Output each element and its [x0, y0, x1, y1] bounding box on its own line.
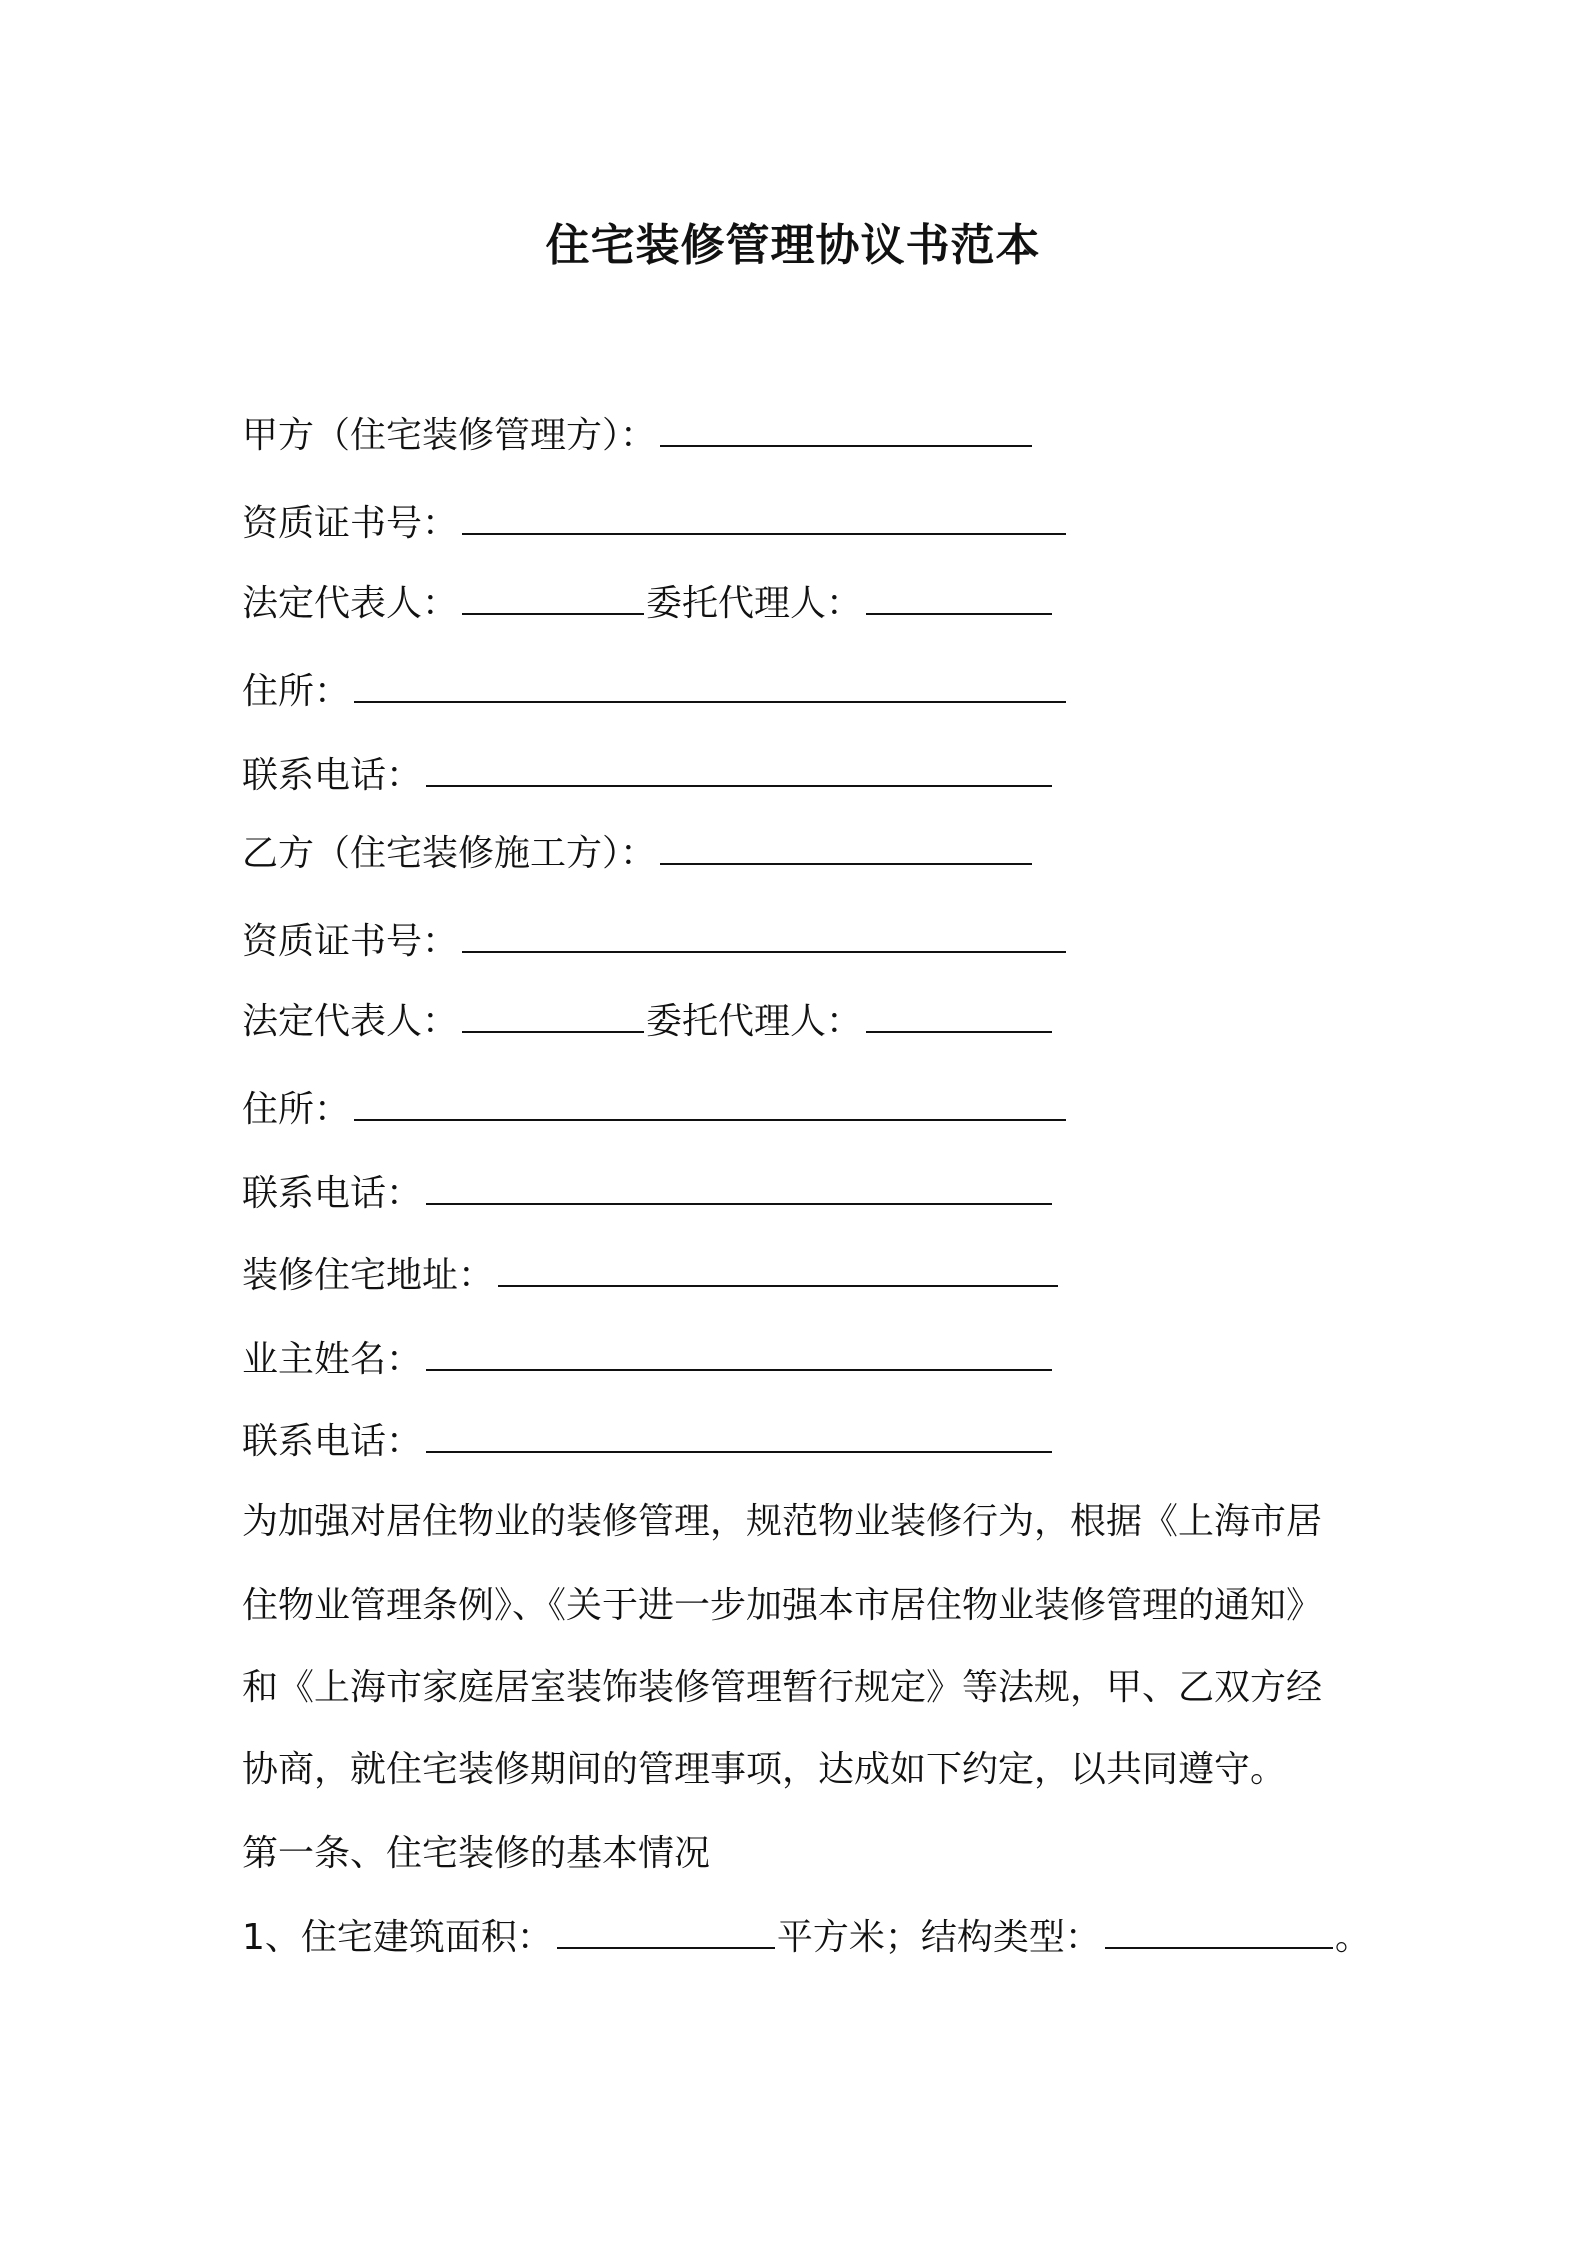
party-a-header-row — [242, 412, 1034, 460]
property-address-label: 装修住宅地址： — [242, 1255, 495, 1296]
party-b-name-blank[interactable] — [660, 833, 1032, 865]
party-a-address-row — [242, 668, 1068, 716]
party-a-phone-row — [242, 752, 1054, 800]
party-a-cert-row — [242, 500, 1068, 548]
owner-name-row — [242, 1336, 1054, 1384]
party-b-phone-blank[interactable] — [426, 1173, 1052, 1205]
property-address-row — [242, 1252, 1060, 1300]
article-1-item-1-row — [242, 1914, 1371, 1962]
party-b-agent-blank[interactable] — [866, 1001, 1052, 1033]
party-a-phone-label: 联系电话： — [242, 755, 423, 796]
party-a-rep-row — [242, 580, 1054, 628]
party-b-phone-row — [242, 1170, 1054, 1218]
party-b-agent-label: 委托代理人： — [646, 1001, 863, 1042]
party-b-address-label: 住所： — [242, 1089, 351, 1130]
party-a-cert-blank[interactable] — [462, 503, 1066, 535]
structure-type-blank[interactable] — [1105, 1917, 1333, 1949]
party-b-header-row — [242, 830, 1034, 878]
party-a-address-label: 住所： — [242, 671, 351, 712]
structure-type-label: 平方米；结构类型： — [776, 1917, 1101, 1958]
party-a-legal-rep-label: 法定代表人： — [242, 583, 459, 624]
party-b-legal-rep-label: 法定代表人： — [242, 1001, 459, 1042]
party-b-address-blank[interactable] — [354, 1089, 1066, 1121]
party-b-legal-rep-blank[interactable] — [462, 1001, 644, 1033]
party-a-name-blank[interactable] — [660, 415, 1032, 447]
party-b-cert-row — [242, 918, 1068, 966]
party-a-address-blank[interactable] — [354, 671, 1066, 703]
article-1-heading: 第一条、住宅装修的基本情况 — [242, 1833, 711, 1874]
party-a-phone-blank[interactable] — [426, 755, 1052, 787]
preamble-line-4: 协商，就住宅装修期间的管理事项，达成如下约定，以共同遵守。 — [242, 1749, 1287, 1790]
party-b-phone-label: 联系电话： — [242, 1173, 423, 1214]
owner-phone-label: 联系电话： — [242, 1421, 423, 1462]
party-a-agent-blank[interactable] — [866, 583, 1052, 615]
party-a-cert-label: 资质证书号： — [242, 503, 459, 544]
owner-name-blank[interactable] — [426, 1339, 1052, 1371]
party-b-rep-row — [242, 998, 1054, 1046]
owner-phone-row — [242, 1418, 1054, 1466]
party-a-header-label: 甲方（住宅装修管理方）： — [242, 415, 657, 456]
preamble-line-1: 为加强对居住物业的装修管理，规范物业装修行为，根据《上海市居 — [242, 1501, 1323, 1542]
property-address-blank[interactable] — [498, 1255, 1058, 1287]
floor-area-label: 1、住宅建筑面积： — [242, 1917, 553, 1958]
owner-name-label: 业主姓名： — [242, 1339, 423, 1380]
preamble-line-2: 住物业管理条例》、《关于进一步加强本市居住物业装修管理的通知》 — [242, 1585, 1323, 1626]
owner-phone-blank[interactable] — [426, 1421, 1052, 1453]
party-b-cert-label: 资质证书号： — [242, 921, 459, 962]
floor-area-blank[interactable] — [557, 1917, 775, 1949]
party-b-cert-blank[interactable] — [462, 921, 1066, 953]
party-a-agent-label: 委托代理人： — [646, 583, 863, 624]
preamble-line-3: 和《上海市家庭居室装饰装修管理暂行规定》等法规，甲、乙双方经 — [242, 1667, 1323, 1708]
party-b-header-label: 乙方（住宅装修施工方）： — [242, 833, 657, 874]
item-1-end-mark: 。 — [1334, 1917, 1371, 1958]
document-title: 住宅装修管理协议书范本 — [545, 220, 1041, 271]
party-a-legal-rep-blank[interactable] — [462, 583, 644, 615]
party-b-address-row — [242, 1086, 1068, 1134]
